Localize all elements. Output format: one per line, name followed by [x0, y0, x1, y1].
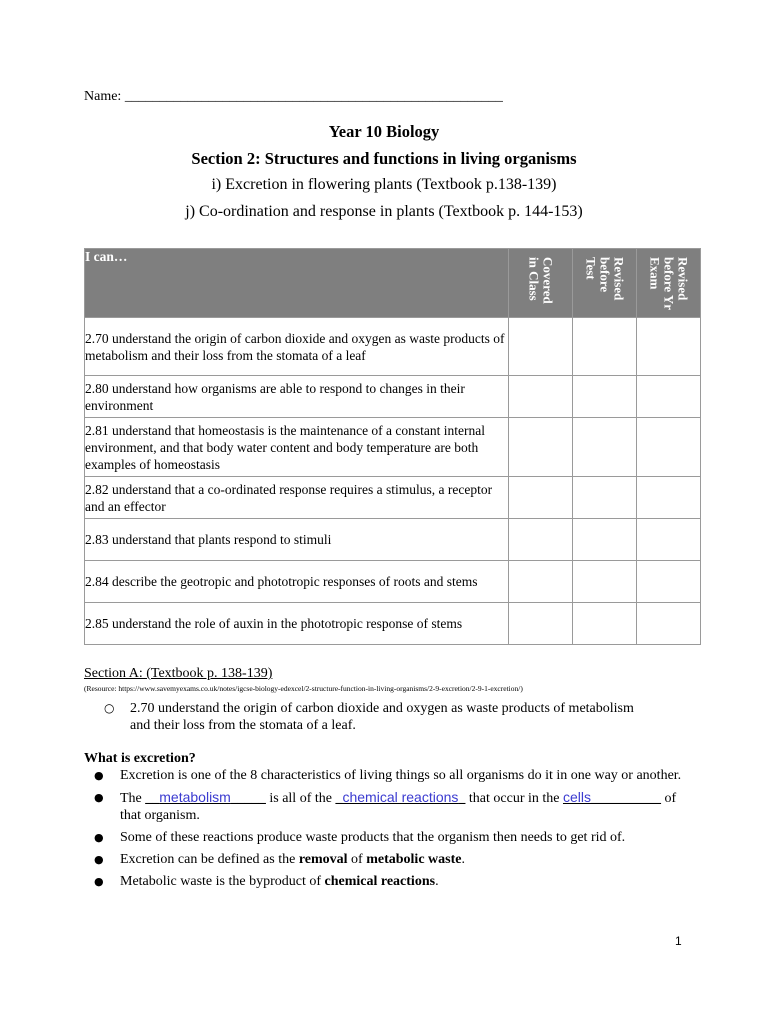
objective-2-85: 2.85 understand the role of auxin in the phototropic response of stems [85, 603, 509, 645]
section-a-heading: Section A: (Textbook p. 138-139) [84, 666, 273, 681]
objective-2-81: 2.81 understand that homeostasis is the maintenance of a constant internal environment, and that body water content and body temperature are both examples of homeostasis [85, 418, 509, 477]
checkbox-cell-test[interactable] [573, 519, 637, 561]
fill-blank-metabolism[interactable]: __metabolism_____ [145, 789, 266, 806]
resource-link[interactable]: (Resource: https://www.savemyexams.co.uk/notes/igcse-biology-edexcel/2-structure-function-in-living-organisms/2-9-excretion/2-9-1-excretion/) [84, 684, 523, 693]
header-covered-in-class: Covered in Class [509, 249, 573, 318]
bullet-dot-icon: ● [94, 875, 104, 888]
answer-cells: cells [562, 789, 591, 805]
objective-2-80: 2.80 understand how organisms are able to respond to changes in their environment [85, 376, 509, 418]
objective-2-83: 2.83 understand that plants respond to stimuli [85, 519, 509, 561]
course-title: Year 10 Biology [328, 122, 440, 141]
table-row [85, 418, 701, 477]
checkbox-cell-covered[interactable] [509, 376, 573, 418]
checkbox-cell-exam[interactable] [637, 376, 701, 418]
bullet-dot-icon: ● [94, 769, 104, 782]
header-revised-before-test: Revised before Test [573, 249, 637, 318]
checkbox-cell-exam[interactable] [637, 318, 701, 376]
bold-metabolic-waste: metabolic waste [366, 852, 462, 867]
list-item: ● Some of these reactions produce waste products that the organism then needs to get rid of. [94, 830, 626, 845]
hollow-circle-bullet-icon: ○ [104, 701, 115, 715]
subtopic-i: i) Excretion in flowering plants (Textbook p.138-139) [211, 176, 557, 193]
list-item: ● Metabolic waste is the byproduct of chemical reactions. [94, 874, 439, 889]
bullet-dot-icon: ● [94, 853, 104, 866]
checkbox-cell-test[interactable] [573, 418, 637, 477]
checkbox-cell-exam[interactable] [637, 561, 701, 603]
objective-2-82: 2.82 understand that a co-ordinated response requires a stimulus, a receptor and an effector [85, 477, 509, 519]
checkbox-cell-covered[interactable] [509, 477, 573, 519]
bold-removal: removal [298, 852, 348, 867]
answer-metabolism: metabolism [159, 789, 231, 805]
checkbox-cell-exam[interactable] [637, 418, 701, 477]
table-row [85, 561, 701, 603]
table-row [85, 519, 701, 561]
list-item: ● Excretion can be defined as the removal of metabolic waste. [94, 852, 465, 867]
table-row [85, 477, 701, 519]
checkbox-cell-covered[interactable] [509, 318, 573, 376]
header-revised-before-exam: Revised before Yr Exam [637, 249, 701, 318]
checkbox-cell-covered[interactable] [509, 519, 573, 561]
what-is-excretion-heading: What is excretion? [84, 751, 196, 766]
checkbox-cell-covered[interactable] [509, 603, 573, 645]
objective-2-84: 2.84 describe the geotropic and phototropic responses of roots and stems [85, 561, 509, 603]
checkbox-cell-test[interactable] [573, 603, 637, 645]
bullet-dot-icon: ● [94, 791, 104, 804]
checkbox-cell-exam[interactable] [637, 477, 701, 519]
section-title: Section 2: Structures and functions in living organisms [191, 149, 577, 168]
page-number: 1 [675, 934, 682, 948]
fill-blank-cells[interactable]: cells__________ [562, 789, 661, 806]
checkbox-cell-test[interactable] [573, 318, 637, 376]
name-field-line: Name: ______________________________________________________ [84, 89, 503, 104]
table-header-row [85, 249, 701, 318]
checkbox-cell-exam[interactable] [637, 603, 701, 645]
subtopic-j: j) Co-ordination and response in plants (Textbook p. 144-153) [185, 203, 583, 220]
header-i-can: I can… [85, 249, 509, 318]
list-item: ● Excretion is one of the 8 characteristics of living things so all organisms do it in one way or another. [94, 768, 682, 783]
table-row [85, 603, 701, 645]
list-item: ● The __metabolism_____ is all of the _chemical reactions_ that occur in the cells__________ of that organism. [94, 789, 677, 823]
answer-chemical-reactions: chemical reactions [342, 789, 459, 805]
checkbox-cell-test[interactable] [573, 477, 637, 519]
checkbox-cell-test[interactable] [573, 376, 637, 418]
fill-blank-chemical-reactions[interactable]: _chemical reactions_ [335, 789, 466, 806]
table-row [85, 318, 701, 376]
excretion-bullet-list [84, 767, 694, 895]
checkbox-cell-test[interactable] [573, 561, 637, 603]
bullet-dot-icon: ● [94, 831, 104, 844]
checkbox-cell-exam[interactable] [637, 519, 701, 561]
objective-2-70: 2.70 understand the origin of carbon dioxide and oxygen as waste products of metabolism and their loss from the stomata of a leaf [85, 318, 509, 376]
objectives-checklist-table [84, 248, 701, 645]
objective-item [104, 700, 648, 734]
objective-text: 2.70 understand the origin of carbon dioxide and oxygen as waste products of metabolism and their loss from the stomata of a leaf. [130, 701, 634, 733]
bold-chemical-reactions: chemical reactions [324, 874, 436, 889]
table-row [85, 376, 701, 418]
checkbox-cell-covered[interactable] [509, 418, 573, 477]
checkbox-cell-covered[interactable] [509, 561, 573, 603]
